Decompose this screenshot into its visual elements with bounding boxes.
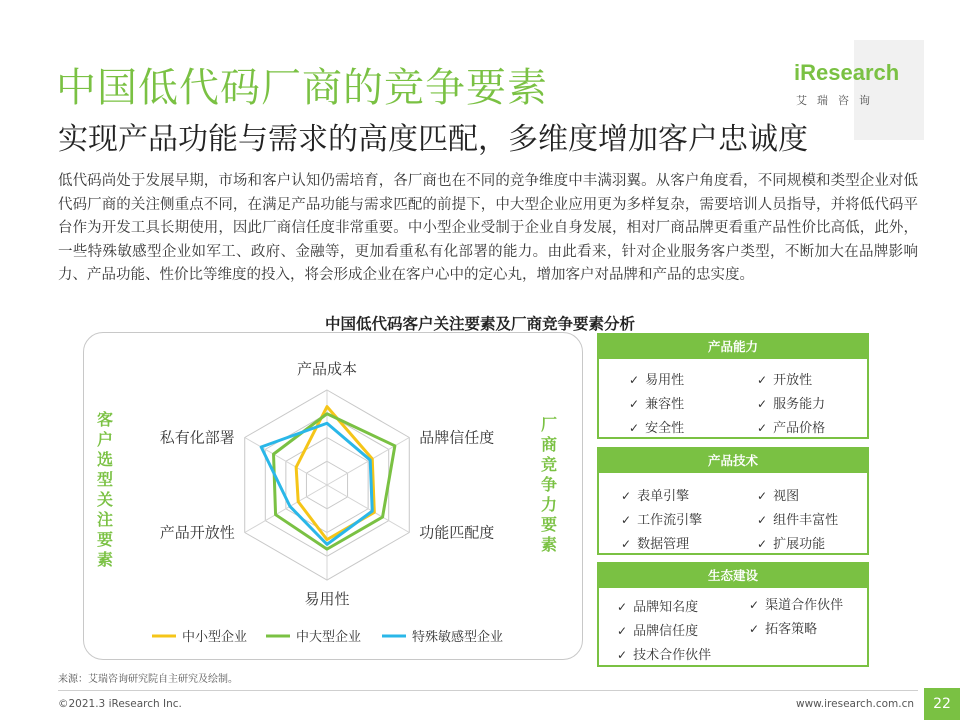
panel-title: 产品能力 [599,335,867,359]
check-icon: ✓ [617,600,628,614]
radar-axis-label: 功能匹配度 [419,523,495,542]
check-icon: ✓ [621,513,632,527]
check-icon: ✓ [629,421,640,435]
panel-item: ✓ 安全性 [629,421,685,436]
panel-product-technology [597,447,869,555]
legend-label: 特殊敏感型企业 [412,630,504,645]
right-vertical-label: 厂商竞争力要素 [540,415,557,554]
panel-item: ✓ 开放性 [757,373,813,388]
logo-brand: iResearch [794,60,900,85]
site-link[interactable]: www.iresearch.com.cn [796,698,915,710]
chart-title: 中国低代码客户关注要素及厂商竞争要素分析 [324,315,635,333]
check-icon: ✓ [629,397,640,411]
logo-background [854,40,924,140]
check-icon: ✓ [617,624,628,638]
check-icon: ✓ [621,489,632,503]
panel-item: ✓ 拓客策略 [749,622,818,637]
page-subtitle: 实现产品功能与需求的高度匹配，多维度增加客户忠诚度 [58,122,808,157]
check-icon: ✓ [757,537,768,551]
panel-item: ✓ 品牌信任度 [617,624,699,639]
intro-paragraph: 低代码尚处于发展早期，市场和客户认知仍需培育，各厂商也在不同的竞争维度中丰满羽翼。从客户角度看，不同规模和类型企业对低代码厂商的关注侧重点不同，在满足产品功能与需求匹配的前提下，中大型企业应用更为多样复杂，需要培训人员指导，并将低代码平台作为开发工具长期使用，因此厂商信任度非常重要。中小型企业受制于企业自身发展，相对厂商品牌更看重产品性价比高低，此外，一些特殊敏感型企业如军工、政府、金融等，更加看重私有化部署的能力。由此看来，针对企业服务客户类型，不断加大在品牌影响力、产品功能、性价比等维度的投入，将会形成企业在客户心中的定心丸，增加客户对品牌和产品的忠实度。 [58,173,918,283]
check-icon: ✓ [749,622,760,636]
radar-axis-label: 私有化部署 [159,428,235,447]
panel-item: ✓ 易用性 [629,373,685,388]
check-icon: ✓ [621,537,632,551]
panel-item: ✓ 服务能力 [757,397,826,412]
footer-divider [58,690,918,691]
radar-axis-label: 产品开放性 [159,523,235,542]
panel-item: ✓ 技术合作伙伴 [617,648,712,663]
radar-axis-label: 产品成本 [296,360,358,378]
check-icon: ✓ [757,421,768,435]
panel-item: ✓ 扩展功能 [757,537,826,552]
panel-item: ✓ 数据管理 [621,537,690,552]
radar-axis-label: 品牌信任度 [419,428,495,447]
legend-label: 中大型企业 [296,630,362,645]
iresearch-logo [794,40,924,140]
logo-subtext: 艾瑞咨询 [796,94,880,107]
check-icon: ✓ [757,397,768,411]
check-icon: ✓ [617,648,628,662]
left-vertical-label: 客户选型关注要素 [96,410,113,569]
panel-ecosystem [597,562,869,667]
radar-chart [120,340,530,655]
panel-title: 生态建设 [599,564,867,588]
check-icon: ✓ [629,373,640,387]
check-icon: ✓ [757,489,768,503]
source-note: 来源：艾瑞咨询研究院自主研究及绘制。 [58,674,238,685]
panel-item: ✓ 视图 [757,489,800,504]
panel-item: ✓ 品牌知名度 [617,600,699,615]
copyright: ©2021.3 iResearch Inc. [58,698,182,710]
panel-item: ✓ 组件丰富性 [757,513,839,528]
legend-label: 中小型企业 [182,630,248,645]
check-icon: ✓ [757,373,768,387]
page-number: 22 [924,688,960,720]
panel-item: ✓ 兼容性 [629,397,685,412]
panel-item: ✓ 渠道合作伙伴 [749,598,844,613]
panel-item: ✓ 表单引擎 [621,489,690,504]
panel-item: ✓ 产品价格 [757,421,826,436]
check-icon: ✓ [749,598,760,612]
panel-product-capability [597,333,869,439]
radar-axis-label: 易用性 [304,590,350,608]
panel-item: ✓ 工作流引擎 [621,513,703,528]
page-title: 中国低代码厂商的竞争要素 [56,65,548,111]
check-icon: ✓ [757,513,768,527]
panel-title: 产品技术 [599,449,867,473]
